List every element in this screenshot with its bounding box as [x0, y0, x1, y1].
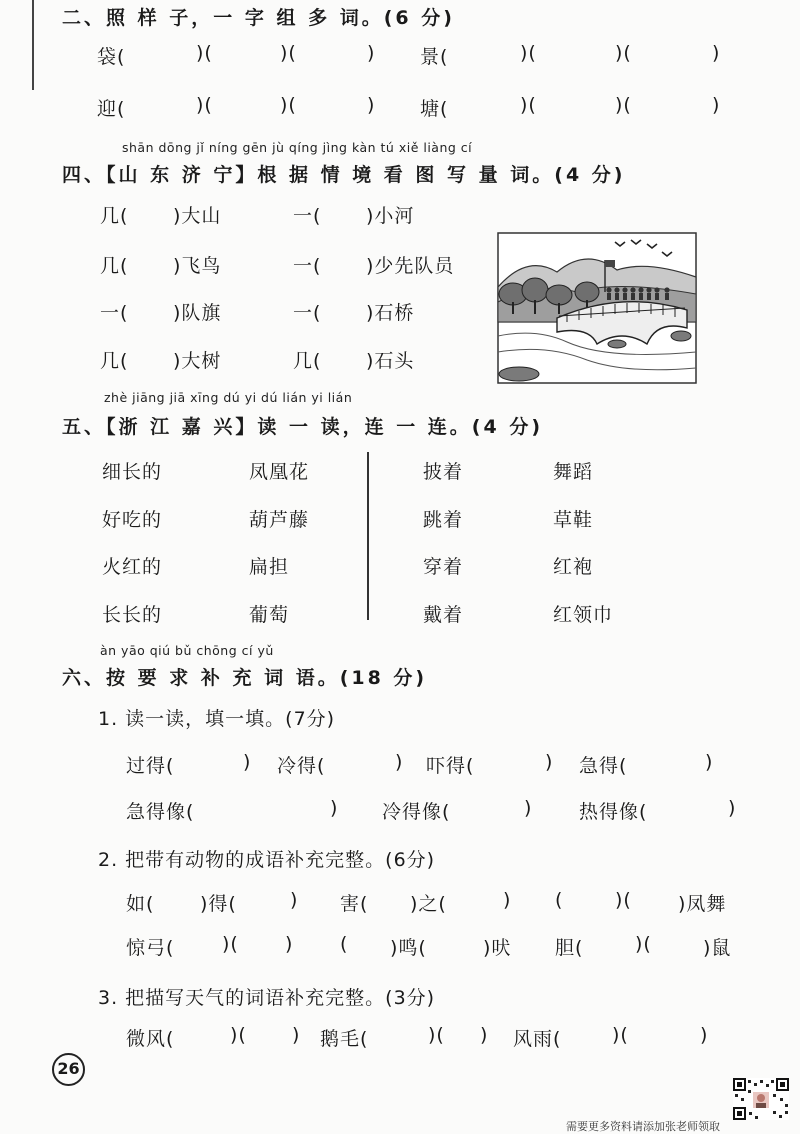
fill-prompt: 胆( [555, 937, 584, 959]
measure-prefix: 一( [100, 302, 129, 324]
measure-noun: )大山 [173, 205, 222, 227]
blank[interactable]: )( [196, 94, 213, 116]
blank[interactable]: ) [292, 1024, 301, 1046]
fill-prompt: 惊弓( [126, 937, 175, 959]
measure-noun: )石桥 [366, 302, 415, 324]
blank[interactable]: )( [280, 94, 297, 116]
measure-noun: )少先队员 [366, 255, 455, 277]
measure-noun: )大树 [173, 350, 222, 372]
fill-prompt: 热得像( [579, 801, 648, 823]
fill-prompt: 急得( [579, 755, 628, 777]
fill-prompt: 冷得像( [382, 801, 451, 823]
blank[interactable]: ) [728, 797, 737, 819]
match-item-left[interactable]: 好吃的 [102, 509, 163, 531]
measure-noun: )飞鸟 [173, 255, 222, 277]
blank[interactable]: )( [280, 42, 297, 64]
section-4-pinyin: shān dōng jǐ níng gēn jù qíng jìng kàn tú xiě liàng cí [122, 140, 473, 155]
section-5-pinyin: zhè jiāng jiā xīng dú yi dú lián yi lián [104, 390, 353, 405]
blank[interactable]: )( [615, 889, 632, 911]
page-number: 26 [52, 1053, 85, 1086]
match-item-right[interactable]: 舞蹈 [553, 461, 594, 483]
blank[interactable]: ) [243, 751, 252, 773]
question-2-title: 2. 把带有动物的成语补充完整。(6分) [98, 849, 436, 871]
blank[interactable]: ) [330, 797, 339, 819]
blank[interactable]: ) [712, 42, 721, 64]
blank[interactable]: ) [705, 751, 714, 773]
match-item-right[interactable]: 葫芦藤 [249, 509, 310, 531]
word-char: 景( [420, 46, 449, 68]
blank[interactable]: ) [480, 1024, 489, 1046]
blank[interactable]: ) [700, 1024, 709, 1046]
blank[interactable]: ) [285, 933, 294, 955]
blank[interactable]: )( [635, 933, 652, 955]
match-item-right[interactable]: 红领巾 [553, 604, 614, 626]
fill-prompt: )之( [410, 893, 447, 915]
measure-noun: )小河 [366, 205, 415, 227]
fill-prompt: 微风( [126, 1028, 175, 1050]
fill-prompt: )鸣( [390, 937, 427, 959]
match-item-left[interactable]: 长长的 [102, 604, 163, 626]
match-item-right[interactable]: 红袍 [553, 556, 594, 578]
fill-prompt: 鹅毛( [320, 1028, 369, 1050]
measure-noun: )石头 [366, 350, 415, 372]
match-item-left[interactable]: 火红的 [102, 556, 163, 578]
blank[interactable]: )( [612, 1024, 629, 1046]
blank[interactable]: ) [395, 751, 404, 773]
section-4-title: 四、【山 东 济 宁】根 据 情 境 看 图 写 量 词。(4 分) [62, 164, 626, 186]
blank[interactable]: ) [545, 751, 554, 773]
match-item-left[interactable]: 披着 [423, 461, 464, 483]
blank[interactable]: )( [230, 1024, 247, 1046]
fill-prompt: )得( [200, 893, 237, 915]
blank[interactable]: )( [520, 94, 537, 116]
blank[interactable]: ) [712, 94, 721, 116]
blank[interactable]: ( [555, 889, 564, 911]
blank[interactable]: )( [428, 1024, 445, 1046]
blank[interactable]: ) [367, 94, 376, 116]
blank[interactable]: ) [524, 797, 533, 819]
fill-prompt: )吠 [483, 937, 512, 959]
column-divider [367, 452, 369, 620]
word-char: 袋( [97, 46, 126, 68]
match-item-right[interactable]: 扁担 [249, 556, 290, 578]
fill-prompt: 害( [340, 893, 369, 915]
blank[interactable]: )( [222, 933, 239, 955]
blank[interactable]: )( [615, 94, 632, 116]
measure-prefix: 几( [100, 350, 129, 372]
measure-prefix: 几( [100, 255, 129, 277]
match-item-left[interactable]: 跳着 [423, 509, 464, 531]
measure-prefix: 一( [293, 205, 322, 227]
match-item-right[interactable]: 凤凰花 [249, 461, 310, 483]
section-6-pinyin: àn yāo qiú bǔ chōng cí yǔ [100, 643, 274, 658]
fill-prompt: )凤舞 [678, 893, 727, 915]
match-item-left[interactable]: 戴着 [423, 604, 464, 626]
section-6-title: 六、按 要 求 补 充 词 语。(18 分) [62, 667, 428, 689]
fill-prompt: 过得( [126, 755, 175, 777]
section-3-title: 二、照 样 子，一 字 组 多 词。(6 分) [62, 7, 455, 29]
section-5-title: 五、【浙 江 嘉 兴】读 一 读，连 一 连。(4 分) [62, 416, 544, 438]
fill-prompt: 急得像( [126, 801, 195, 823]
measure-prefix: 几( [100, 205, 129, 227]
fill-prompt: 如( [126, 893, 155, 915]
match-item-left[interactable]: 穿着 [423, 556, 464, 578]
blank[interactable]: ) [503, 889, 512, 911]
blank[interactable]: )( [520, 42, 537, 64]
blank[interactable]: )( [615, 42, 632, 64]
word-char: 塘( [420, 98, 449, 120]
blank[interactable]: ( [340, 933, 349, 955]
blank[interactable]: ) [290, 889, 299, 911]
flag-icon [605, 260, 615, 267]
match-item-left[interactable]: 细长的 [102, 461, 163, 483]
measure-prefix: 一( [293, 255, 322, 277]
fill-prompt: 风雨( [513, 1028, 562, 1050]
measure-noun: )队旗 [173, 302, 222, 324]
question-3-title: 3. 把描写天气的词语补充完整。(3分) [98, 987, 436, 1009]
qr-code-icon [733, 1078, 789, 1120]
measure-prefix: 几( [293, 350, 322, 372]
word-char: 迎( [97, 98, 126, 120]
footer-note: 需要更多资料请添加张老师领取 [566, 1120, 720, 1133]
blank[interactable]: ) [367, 42, 376, 64]
scene-illustration [497, 232, 697, 384]
match-item-right[interactable]: 葡萄 [249, 604, 290, 626]
match-item-right[interactable]: 草鞋 [553, 509, 594, 531]
margin-rule [32, 0, 34, 90]
fill-prompt: )鼠 [703, 937, 732, 959]
fill-prompt: 冷得( [277, 755, 326, 777]
blank[interactable]: )( [196, 42, 213, 64]
question-1-title: 1. 读一读，填一填。(7分) [98, 708, 336, 730]
measure-prefix: 一( [293, 302, 322, 324]
fill-prompt: 吓得( [426, 755, 475, 777]
